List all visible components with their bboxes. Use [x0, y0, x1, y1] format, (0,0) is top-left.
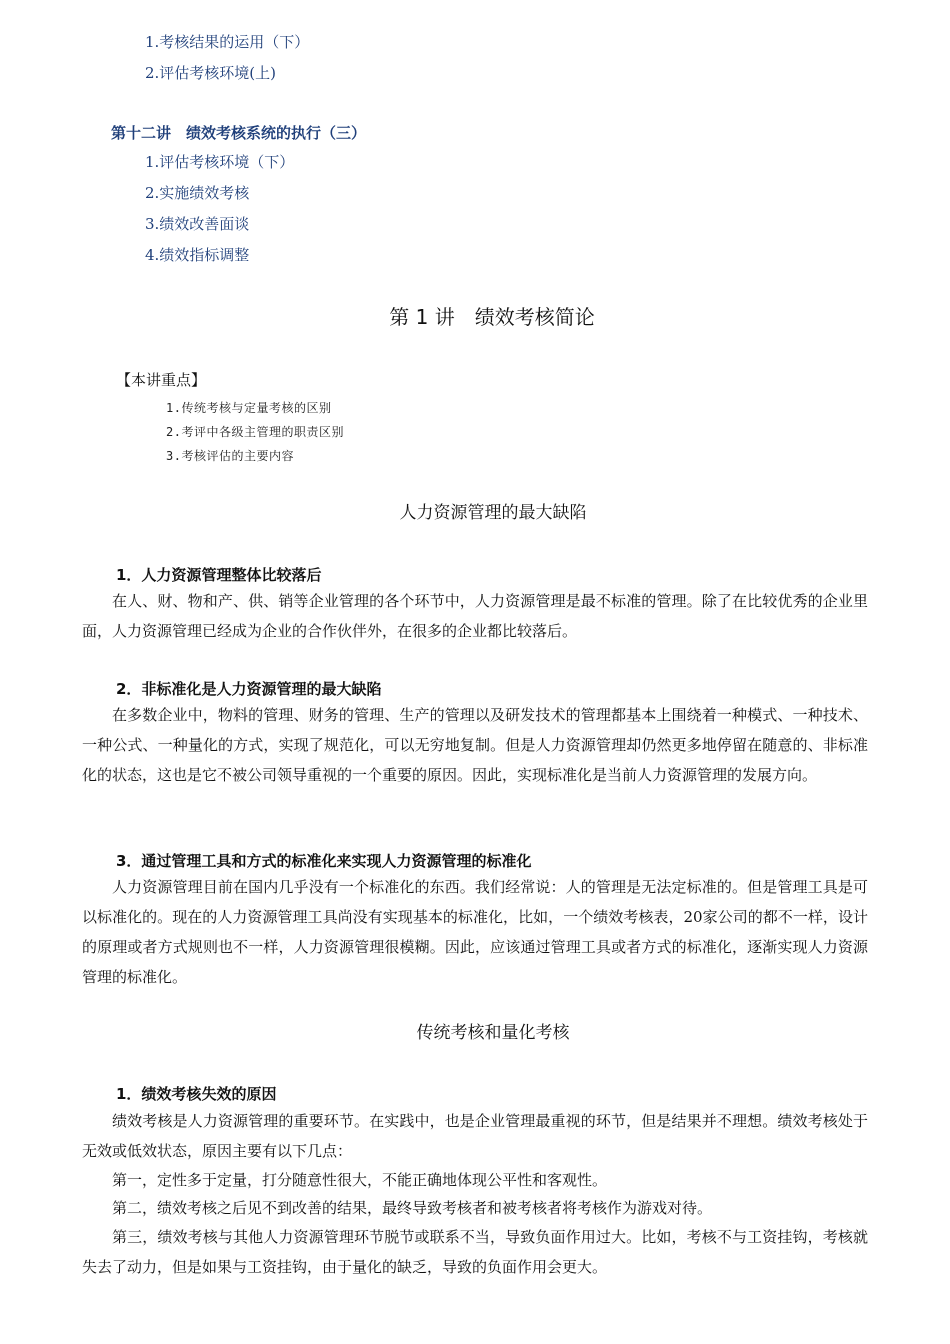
toc-lecture12-item[interactable]: 1.评估考核环境（下） — [145, 153, 295, 171]
toc-prev-item[interactable]: 1.考核结果的运用（下） — [145, 33, 310, 51]
subsection-heading: 3．通过管理工具和方式的标准化来实现人力资源管理的标准化 — [116, 852, 532, 870]
key-point-item: 3.考核评估的主要内容 — [166, 449, 294, 463]
body-paragraph: 在多数企业中，物料的管理、财务的管理、生产的管理以及研发技术的管理都基本上围绕着一种模式、一种技术、一种公式、一种量化的方式，实现了规范化，可以无穷地复制。但是人力资源管理却仍然更多地停留在随意的、非标准化的状态，这也是它不被公司领导重视的一个重要的原因。因此，实现标准化是当前人力资源管理的发展方向。 — [82, 706, 868, 784]
lecture-title: 第 1 讲 绩效考核简论 — [389, 305, 595, 329]
toc-lecture12-heading[interactable]: 第十二讲 绩效考核系统的执行（三） — [111, 124, 367, 142]
key-point-item: 2.考评中各级主管理的职责区别 — [166, 425, 344, 439]
toc-lecture12-item[interactable]: 3.绩效改善面谈 — [145, 215, 250, 233]
section-title: 人力资源管理的最大缺陷 — [399, 503, 587, 523]
body-paragraph: 在人、财、物和产、供、销等企业管理的各个环节中，人力资源管理是最不标准的管理。除了在比较优秀的企业里面，人力资源管理已经成为企业的合作伙伴外，在很多的企业都比较落后。 — [82, 592, 868, 640]
subsection-heading: 1．绩效考核失效的原因 — [116, 1085, 277, 1103]
body-paragraph: 第一，定性多于定量，打分随意性很大，不能正确地体现公平性和客观性。 — [112, 1171, 608, 1189]
toc-lecture12-item[interactable]: 4.绩效指标调整 — [145, 246, 250, 264]
body-paragraph: 绩效考核是人力资源管理的重要环节。在实践中，也是企业管理最重视的环节，但是结果并不理想。绩效考核处于无效或低效状态，原因主要有以下几点： — [82, 1112, 868, 1160]
body-paragraph: 第三，绩效考核与其他人力资源管理环节脱节或联系不当，导致负面作用过大。比如，考核不与工资挂钩，考核就失去了动力，但是如果与工资挂钩，由于量化的缺乏，导致的负面作用会更大。 — [82, 1228, 868, 1276]
subsection-heading: 1．人力资源管理整体比较落后 — [116, 566, 322, 584]
body-paragraph: 人力资源管理目前在国内几乎没有一个标准化的东西。我们经常说：人的管理是无法定标准的。但是管理工具是可以标准化的。现在的人力资源管理工具尚没有实现基本的标准化，比如，一个绩效考核表，20家公司的都不一样，设计的原理或者方式规则也不一样，人力资源管理很模糊。因此，应该通过管理工具或者方式的标准化，逐渐实现人力资源管理的标准化。 — [82, 878, 868, 986]
subsection-heading: 2．非标准化是人力资源管理的最大缺陷 — [116, 680, 382, 698]
key-point-item: 1.传统考核与定量考核的区别 — [166, 401, 332, 415]
toc-prev-item[interactable]: 2.评估考核环境(上) — [145, 64, 277, 82]
key-points-heading: 【本讲重点】 — [116, 371, 207, 389]
toc-lecture12-item[interactable]: 2.实施绩效考核 — [145, 184, 250, 202]
section-title: 传统考核和量化考核 — [416, 1023, 570, 1043]
body-paragraph: 第二，绩效考核之后见不到改善的结果，最终导致考核者和被考核者将考核作为游戏对待。 — [112, 1199, 713, 1217]
